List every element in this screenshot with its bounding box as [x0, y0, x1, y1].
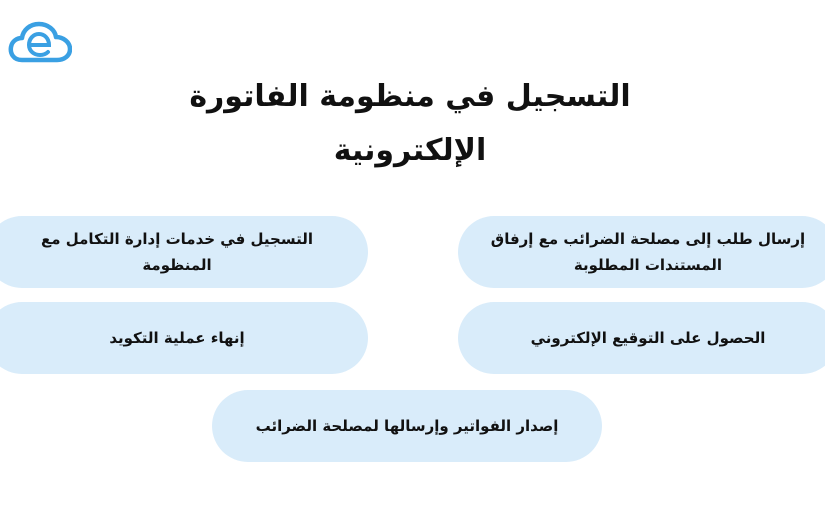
cloud-e-logo-icon — [8, 20, 72, 64]
step-label: إصدار الفواتير وإرسالها لمصلحة الضرائب — [255, 417, 559, 435]
step-label: إنهاء عملية التكويد — [109, 329, 245, 347]
title-line-2: الإلكترونية — [333, 133, 487, 168]
step-get-e-signature — [458, 302, 825, 374]
step-register-integration — [0, 216, 368, 288]
step-send-request — [458, 216, 825, 288]
step-issue-invoices — [212, 390, 602, 462]
title-line-1: التسجيل في منظومة الفاتورة — [189, 79, 631, 114]
step-finish-coding — [0, 302, 368, 374]
page-title — [110, 70, 710, 178]
step-label: إرسال طلب إلى مصلحة الضرائب مع إرفاق المستندات المطلوبة — [490, 230, 806, 274]
step-label: الحصول على التوقيع الإلكتروني — [530, 329, 766, 347]
step-label: التسجيل في خدمات إدارة التكامل مع المنظومة — [41, 230, 313, 274]
